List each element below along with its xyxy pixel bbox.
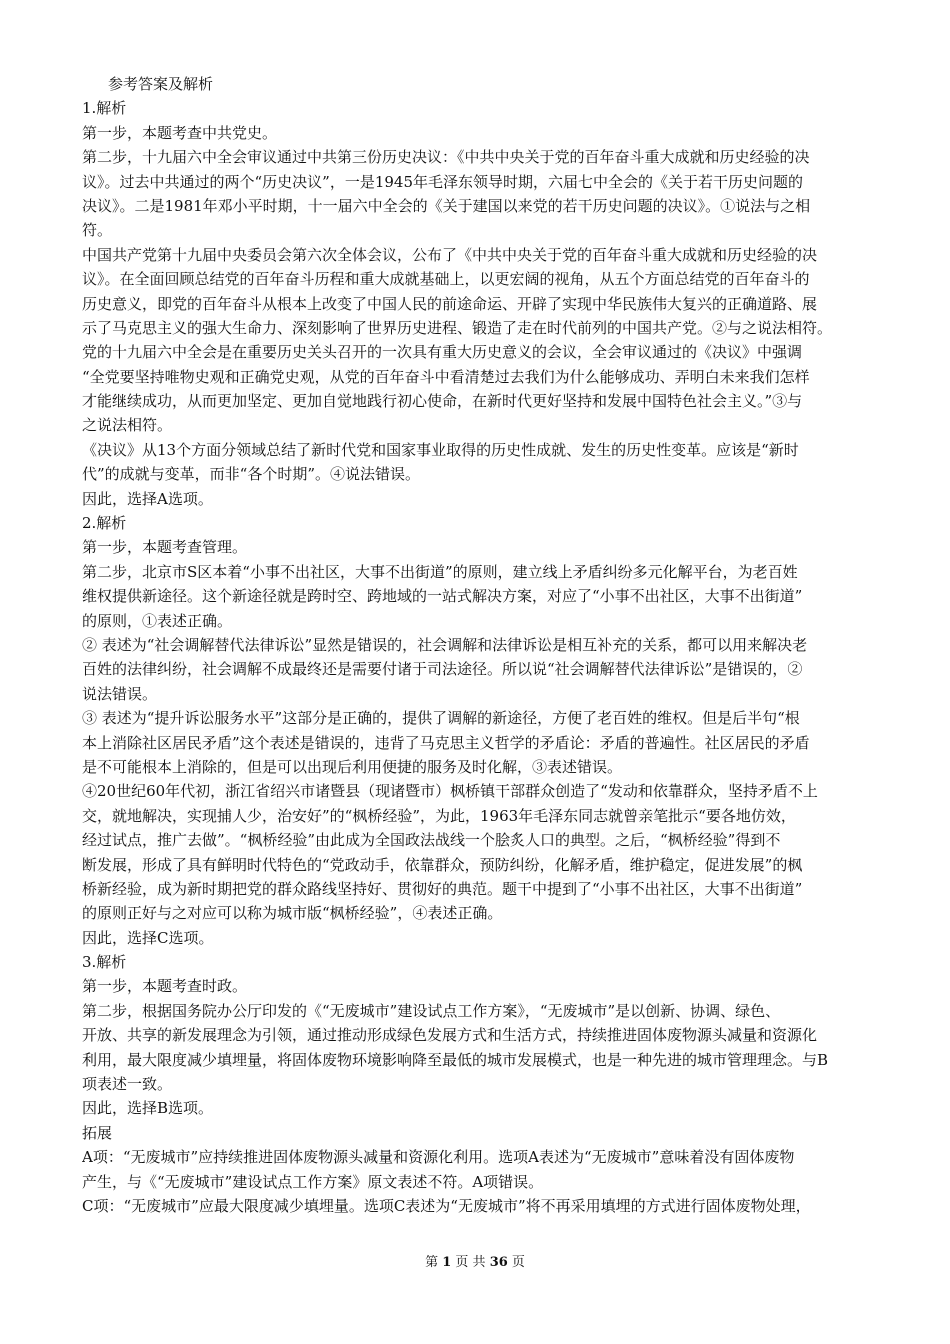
text-line: 开放、共享的新发展理念为引领，通过推动形成绿色发展方式和生活方式，持续推进固体废物源头减量和资源化 [82,1026,818,1045]
text-line: 历史意义，即党的百年奋斗从根本上改变了中国人民的前途命运、开辟了实现中华民族伟大复兴的正确道路、展 [82,294,818,313]
answer-heading: 参考答案及解析 [108,75,214,93]
text-line: A项：“无废城市”应持续推进固体废物源头减量和资源化利用。选项A表述为“无废城市”意味着没有固体废物 [82,1148,795,1167]
text-line: 第一步，本题考查中共党史。 [82,123,278,142]
q3-heading: 3.解析 [82,953,127,972]
text-line: 利用，最大限度减少填埋量，将固体废物环境影响降至最低的城市发展模式，也是一种先进的城市管理理念。与B [82,1050,829,1069]
text-line: 议》。在全面回顾总结党的百年奋斗历程和重大成就基础上，以更宏阔的视角，从五个方面总结党的百年奋斗的 [82,270,810,289]
text-line: 本上消除社区居民矛盾”这个表述是错误的，违背了马克思主义哲学的矛盾论：矛盾的普遍性。社区居民的矛盾 [82,733,810,752]
text-line: 经过试点，推广去做”。“枫桥经验”由此成为全国政法战线一个脍炙人口的典型。之后，“枫桥经验”得到不 [82,831,781,850]
q1-heading: 1.解析 [82,99,127,118]
text-line: 断发展，形成了具有鲜明时代特色的“党政动手，依靠群众，预防纠纷，化解矛盾，维护稳定，促进发展”的枫 [82,855,803,874]
footer-suffix: 页 [511,1255,525,1270]
text-line: 因此，选择A选项。 [82,489,213,508]
text-line: 桥新经验，成为新时期把党的群众路线坚持好、贯彻好的典范。题干中提到了“小事不出社区，大事不出街道” [82,879,803,898]
text-line: ② 表述为“社会调解替代法律诉讼”显然是错误的，社会调解和法律诉讼是相互补充的关系，都可以用来解决老 [82,635,808,654]
text-line: 之说法相符。 [82,416,173,435]
text-line: 因此，选择B选项。 [82,1099,214,1118]
footer-prefix: 第 [425,1255,439,1270]
text-line: 符。 [82,221,113,240]
document-body [82,72,882,1218]
text-line: 第二步，北京市S区本着“小事不出社区，大事不出街道”的原则，建立线上矛盾纠纷多元化解平台，为老百姓 [82,562,798,581]
text-line: 第二步，十九届六中全会审议通过中共第三份历史决议：《中共中央关于党的百年奋斗重大成就和历史经验的决 [82,148,810,167]
text-line: 是不可能根本上消除的，但是可以出现后利用便捷的服务及时化解，③表述错误。 [82,757,623,776]
page-footer [0,1254,950,1272]
text-line: 党的十九届六中全会是在重要历史关头召开的一次具有重大历史意义的会议，全会审议通过的《决议》中强调 [82,343,803,362]
text-line: 维权提供新途径。这个新途径就是跨时空、跨地域的一站式解决方案，对应了“小事不出社区，大事不出街道” [82,587,803,606]
footer-page-number: 1 [442,1255,452,1270]
text-line: 第二步，根据国务院办公厅印发的《“无废城市”建设试点工作方案》，“无废城市”是以创新、协调、绿色、 [82,1001,781,1020]
text-line: ④20世纪60年代初，浙江省绍兴市诸暨县（现诸暨市）枫桥镇干部群众创造了“发动和依靠群众，坚持矛盾不上 [82,782,818,801]
text-line: 第一步，本题考查时政。 [82,977,248,996]
text-line: 的原则，①表述正确。 [82,611,233,630]
text-line: 决议》。二是1981年邓小平时期，十一届六中全会的《关于建国以来党的若干历史问题的决议》。①说法与之相 [82,196,811,215]
text-line: 代”的成就与变革，而非“各个时期”。④说法错误。 [82,465,421,484]
text-line: 第一步，本题考查管理。 [82,538,248,557]
text-line: 项表述一致。 [82,1075,173,1094]
text-line: 产生，与《“无废城市”建设试点工作方案》原文表述不符。A项错误。 [82,1172,544,1191]
text-line: ③ 表述为“提升诉讼服务水平”这部分是正确的，提供了调解的新途径，方便了老百姓的维权。但是后半句“根 [82,709,800,728]
text-line: C项：“无废城市”应最大限度减少填埋量。选项C表述为“无废城市”将不再采用填埋的方式进行固体废物处理， [82,1196,811,1215]
text-line: 才能继续成功，从而更加坚定、更加自觉地践行初心使命，在新时代更好坚持和发展中国特色社会主义。”③与 [82,392,803,411]
text-line: 示了马克思主义的强大生命力、深刻影响了世界历史进程、锻造了走在时代前列的中国共产党。②与之说法相符。 [82,318,833,337]
text-line: 说法错误。 [82,684,158,703]
text-line: 的原则正好与之对应可以称为城市版“枫桥经验”，④表述正确。 [82,904,503,923]
extension-heading: 拓展 [82,1123,113,1142]
text-line: 百姓的法律纠纷，社会调解不成最终还是需要付诸于司法途径。所以说“社会调解替代法律诉讼”是错误的，② [82,660,803,679]
footer-total-pages: 36 [489,1255,508,1270]
text-line: 中国共产党第十九届中央委员会第六次全体会议，公布了《中共中央关于党的百年奋斗重大成就和历史经验的决 [82,245,818,264]
text-line: 因此，选择C选项。 [82,928,214,947]
text-line: 议》。过去中共通过的两个“历史决议”，一是1945年毛泽东领导时期，六届七中全会的《关于若干历史问题的 [82,172,804,191]
text-line: 交，就地解决，实现捕人少，治安好”的“枫桥经验”，为此，1963年毛泽东同志就曾亲笔批示“要各地仿效， [82,806,796,825]
footer-middle: 页 共 [455,1255,486,1270]
text-line: 《决议》从13个方面分领域总结了新时代党和国家事业取得的历史性成就、发生的历史性变革。应该是“新时 [82,440,799,459]
q2-heading: 2.解析 [82,514,127,533]
text-line: “全党要坚持唯物史观和正确党史观，从党的百年奋斗中看清楚过去我们为什么能够成功、弄明白未来我们怎样 [82,367,810,386]
